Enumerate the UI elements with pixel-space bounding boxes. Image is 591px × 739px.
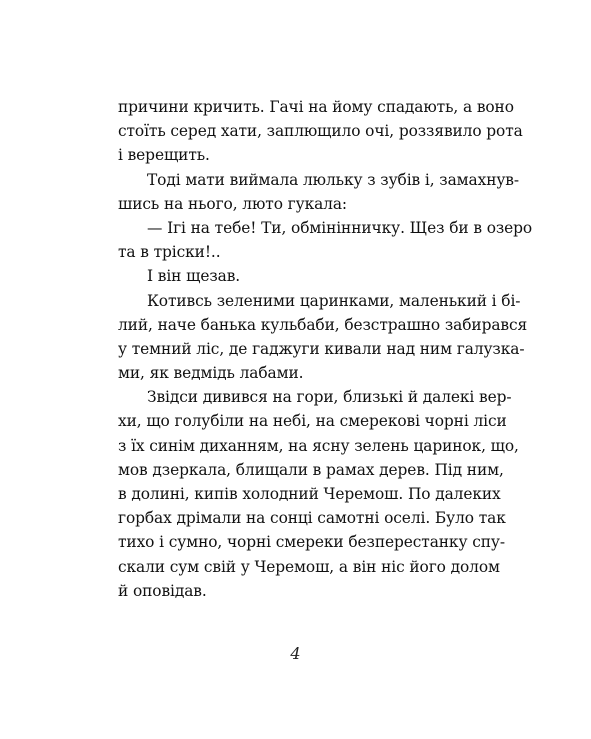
text-line: І він щезав. bbox=[147, 267, 241, 286]
text-line: шись на нього, люто гукала: bbox=[118, 194, 348, 213]
text-line: стоїть серед хати, заплющило очі, роззявило рота bbox=[118, 122, 523, 141]
body-text bbox=[118, 95, 533, 603]
text-line: — Ігі на тебе! Ти, обмінінничку. Щез би в озеро bbox=[147, 218, 533, 237]
text-line: у темний ліс, де гаджуги кивали над ним галузка- bbox=[118, 339, 525, 358]
text-line: з їх синім диханням, на ясну зелень царинок, що, bbox=[118, 436, 519, 455]
text-line: і верещить. bbox=[118, 146, 210, 165]
text-line: тихо і сумно, чорні смереки безперестанку спу- bbox=[118, 533, 505, 552]
text-line: Котивсь зеленими царинками, маленький і бі- bbox=[147, 291, 521, 310]
text-line: горбах дрімали на сонці самотні оселі. Було так bbox=[118, 509, 506, 528]
text-line: Тоді мати виймала люльку з зубів і, замахнув- bbox=[147, 170, 519, 189]
text-line: хи, що голубіли на небі, на смерекові чорні ліси bbox=[118, 412, 507, 431]
text-line: та в тріски!.. bbox=[118, 243, 221, 262]
text-line: й оповідав. bbox=[118, 581, 207, 600]
text-line: в долині, кипів холодний Черемош. По далеких bbox=[118, 485, 501, 503]
text-line: причини кричить. Гачі на йому спадають, а воно bbox=[118, 98, 514, 116]
text-line: мов дзеркала, блищали в рамах дерев. Під ним, bbox=[118, 460, 504, 479]
text-line: скали сум свій у Черемош, а він ніс його долом bbox=[118, 557, 500, 576]
text-line: лий, наче банька кульбаби, безстрашно забирався bbox=[118, 315, 528, 334]
text-line: Звідси дивився на гори, близькі й далекі вер- bbox=[147, 388, 512, 407]
page-number: 4 bbox=[290, 644, 301, 663]
text-line: ми, як ведмідь лабами. bbox=[118, 364, 304, 383]
